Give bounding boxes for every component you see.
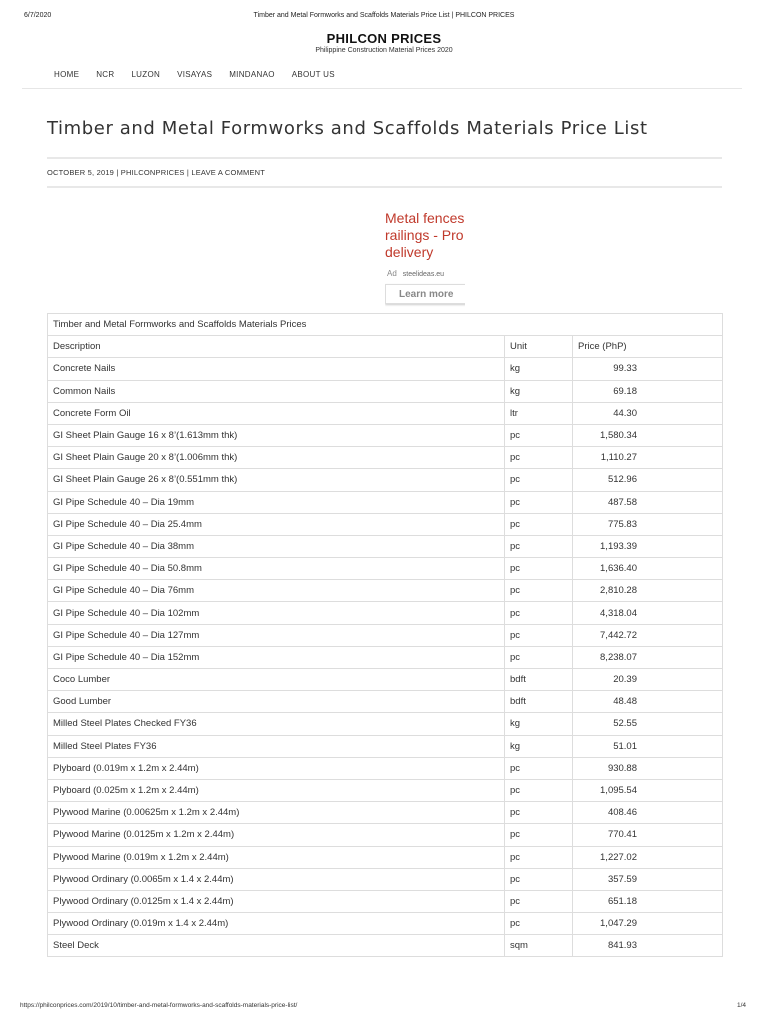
post-meta: OCTOBER 5, 2019 | PHILCONPRICES | LEAVE A COMMENT (47, 168, 266, 177)
row-description: Plywood Marine (0.0125m x 1.2m x 2.44m) (48, 824, 505, 846)
row-unit: pc (505, 580, 573, 602)
row-price: 1,047.29 (573, 913, 723, 935)
header-unit: Unit (505, 336, 573, 358)
row-price: 1,110.27 (573, 447, 723, 469)
row-unit: bdft (505, 669, 573, 691)
row-description: Plywood Ordinary (0.019m x 1.4 x 2.44m) (48, 913, 505, 935)
row-price: 4,318.04 (573, 602, 723, 624)
row-description: Good Lumber (48, 691, 505, 713)
row-unit: pc (505, 513, 573, 535)
row-unit: sqm (505, 935, 573, 957)
row-price: 408.46 (573, 802, 723, 824)
row-price: 69.18 (573, 380, 723, 402)
row-description: GI Pipe Schedule 40 – Dia 25.4mm (48, 513, 505, 535)
row-unit: pc (505, 868, 573, 890)
ad-label: Ad (387, 269, 397, 278)
row-description: Plyboard (0.019m x 1.2m x 2.44m) (48, 757, 505, 779)
table-row (48, 624, 723, 646)
nav-item-luzon[interactable]: LUZON (131, 70, 161, 79)
row-description: GI Pipe Schedule 40 – Dia 50.8mm (48, 558, 505, 580)
row-unit: pc (505, 424, 573, 446)
table-row (48, 890, 723, 912)
row-price: 48.48 (573, 691, 723, 713)
row-unit: pc (505, 469, 573, 491)
row-price: 1,580.34 (573, 424, 723, 446)
row-price: 512.96 (573, 469, 723, 491)
row-description: Plywood Ordinary (0.0065m x 1.4 x 2.44m) (48, 868, 505, 890)
row-description: Concrete Nails (48, 358, 505, 380)
nav-item-ncr[interactable]: NCR (96, 70, 115, 79)
row-unit: pc (505, 602, 573, 624)
row-unit: pc (505, 491, 573, 513)
table-row (48, 735, 723, 757)
row-unit: kg (505, 713, 573, 735)
header-price: Price (PhP) (573, 336, 723, 358)
row-price: 1,095.54 (573, 779, 723, 801)
table-row (48, 802, 723, 824)
row-price: 52.55 (573, 713, 723, 735)
table-row (48, 447, 723, 469)
row-price: 775.83 (573, 513, 723, 535)
row-price: 651.18 (573, 890, 723, 912)
row-description: GI Sheet Plain Gauge 26 x 8’(0.551mm thk) (48, 469, 505, 491)
print-header (0, 12, 768, 24)
row-description: Plywood Marine (0.019m x 1.2m x 2.44m) (48, 846, 505, 868)
ad-headline-line[interactable]: delivery (385, 244, 434, 260)
row-unit: pc (505, 846, 573, 868)
table-row (48, 935, 723, 957)
table-row (48, 669, 723, 691)
row-unit: kg (505, 380, 573, 402)
row-description: GI Pipe Schedule 40 – Dia 127mm (48, 624, 505, 646)
table-row (48, 602, 723, 624)
row-price: 1,193.39 (573, 535, 723, 557)
table-row (48, 535, 723, 557)
table-row (48, 380, 723, 402)
row-unit: pc (505, 646, 573, 668)
page-url: https://philconprices.com/2019/10/timber-and-metal-formworks-and-scaffolds-materials-price-list/ (20, 1002, 298, 1009)
price-table (47, 313, 723, 957)
header-description: Description (48, 336, 505, 358)
row-unit: pc (505, 913, 573, 935)
table-row (48, 646, 723, 668)
row-price: 487.58 (573, 491, 723, 513)
nav-item-visayas[interactable]: VISAYAS (177, 70, 213, 79)
ad-headline-line[interactable]: Metal fences (385, 210, 465, 226)
table-caption: Timber and Metal Formworks and Scaffolds Materials Prices (48, 314, 723, 336)
row-price: 1,636.40 (573, 558, 723, 580)
table-caption-row (48, 314, 723, 336)
row-price: 2,810.28 (573, 580, 723, 602)
nav-item-mindanao[interactable]: MINDANAO (229, 70, 275, 79)
row-description: GI Pipe Schedule 40 – Dia 102mm (48, 602, 505, 624)
table-row (48, 424, 723, 446)
row-price: 51.01 (573, 735, 723, 757)
print-date: 6/7/2020 (24, 12, 52, 19)
meta-divider (47, 186, 722, 188)
row-description: Common Nails (48, 380, 505, 402)
ad-learn-more-button[interactable]: Learn more (385, 284, 465, 304)
row-unit: pc (505, 890, 573, 912)
row-price: 930.88 (573, 757, 723, 779)
row-description: Milled Steel Plates FY36 (48, 735, 505, 757)
row-description: Plyboard (0.025m x 1.2m x 2.44m) (48, 779, 505, 801)
row-price: 8,238.07 (573, 646, 723, 668)
row-price: 357.59 (573, 868, 723, 890)
row-description: GI Pipe Schedule 40 – Dia 38mm (48, 535, 505, 557)
row-description: Steel Deck (48, 935, 505, 957)
print-page-title: Timber and Metal Formworks and Scaffolds Materials Price List | PHILCON PRICES (253, 12, 515, 19)
row-price: 99.33 (573, 358, 723, 380)
site-title[interactable]: PHILCON PRICES (326, 31, 442, 46)
table-row (48, 358, 723, 380)
row-unit: bdft (505, 691, 573, 713)
row-unit: pc (505, 558, 573, 580)
title-divider (47, 157, 722, 159)
row-price: 20.39 (573, 669, 723, 691)
row-description: Plywood Ordinary (0.0125m x 1.4 x 2.44m) (48, 890, 505, 912)
table-row (48, 779, 723, 801)
row-description: GI Sheet Plain Gauge 16 x 8’(1.613mm thk) (48, 424, 505, 446)
row-unit: pc (505, 447, 573, 469)
row-price: 770.41 (573, 824, 723, 846)
ad-source (387, 269, 444, 278)
row-description: Coco Lumber (48, 669, 505, 691)
row-unit: kg (505, 358, 573, 380)
table-row (48, 491, 723, 513)
table-row (48, 402, 723, 424)
table-row (48, 691, 723, 713)
table-row (48, 913, 723, 935)
row-unit: pc (505, 624, 573, 646)
row-unit: pc (505, 824, 573, 846)
table-row (48, 824, 723, 846)
row-description: GI Pipe Schedule 40 – Dia 19mm (48, 491, 505, 513)
nav-item-about-us[interactable]: ABOUT US (291, 70, 335, 79)
row-description: Milled Steel Plates Checked FY36 (48, 713, 505, 735)
ad-headline-line[interactable]: railings - Pro (385, 227, 464, 243)
advertisement[interactable] (385, 210, 465, 310)
table-row (48, 846, 723, 868)
row-unit: pc (505, 802, 573, 824)
row-description: GI Pipe Schedule 40 – Dia 76mm (48, 580, 505, 602)
post-title: Timber and Metal Formworks and Scaffolds Materials Price List (47, 118, 648, 139)
row-description: Concrete Form Oil (48, 402, 505, 424)
row-price: 1,227.02 (573, 846, 723, 868)
row-unit: pc (505, 757, 573, 779)
row-unit: pc (505, 779, 573, 801)
nav-divider (22, 88, 742, 89)
table-row (48, 580, 723, 602)
table-row (48, 513, 723, 535)
row-price: 7,442.72 (573, 624, 723, 646)
row-price: 44.30 (573, 402, 723, 424)
page-number: 1/4 (736, 1002, 746, 1009)
site-description: Philippine Construction Material Prices 2020 (315, 47, 453, 54)
row-price: 841.93 (573, 935, 723, 957)
nav-item-home[interactable]: HOME (54, 70, 80, 79)
row-description: GI Sheet Plain Gauge 20 x 8’(1.006mm thk) (48, 447, 505, 469)
table-header-row (48, 336, 723, 358)
row-unit: ltr (505, 402, 573, 424)
table-row (48, 558, 723, 580)
row-unit: kg (505, 735, 573, 757)
row-unit: pc (505, 535, 573, 557)
main-nav (54, 70, 352, 82)
table-row (48, 757, 723, 779)
ad-domain: steelideas.eu (402, 271, 445, 278)
row-description: Plywood Marine (0.00625m x 1.2m x 2.44m) (48, 802, 505, 824)
table-row (48, 713, 723, 735)
row-description: GI Pipe Schedule 40 – Dia 152mm (48, 646, 505, 668)
table-row (48, 469, 723, 491)
table-row (48, 868, 723, 890)
